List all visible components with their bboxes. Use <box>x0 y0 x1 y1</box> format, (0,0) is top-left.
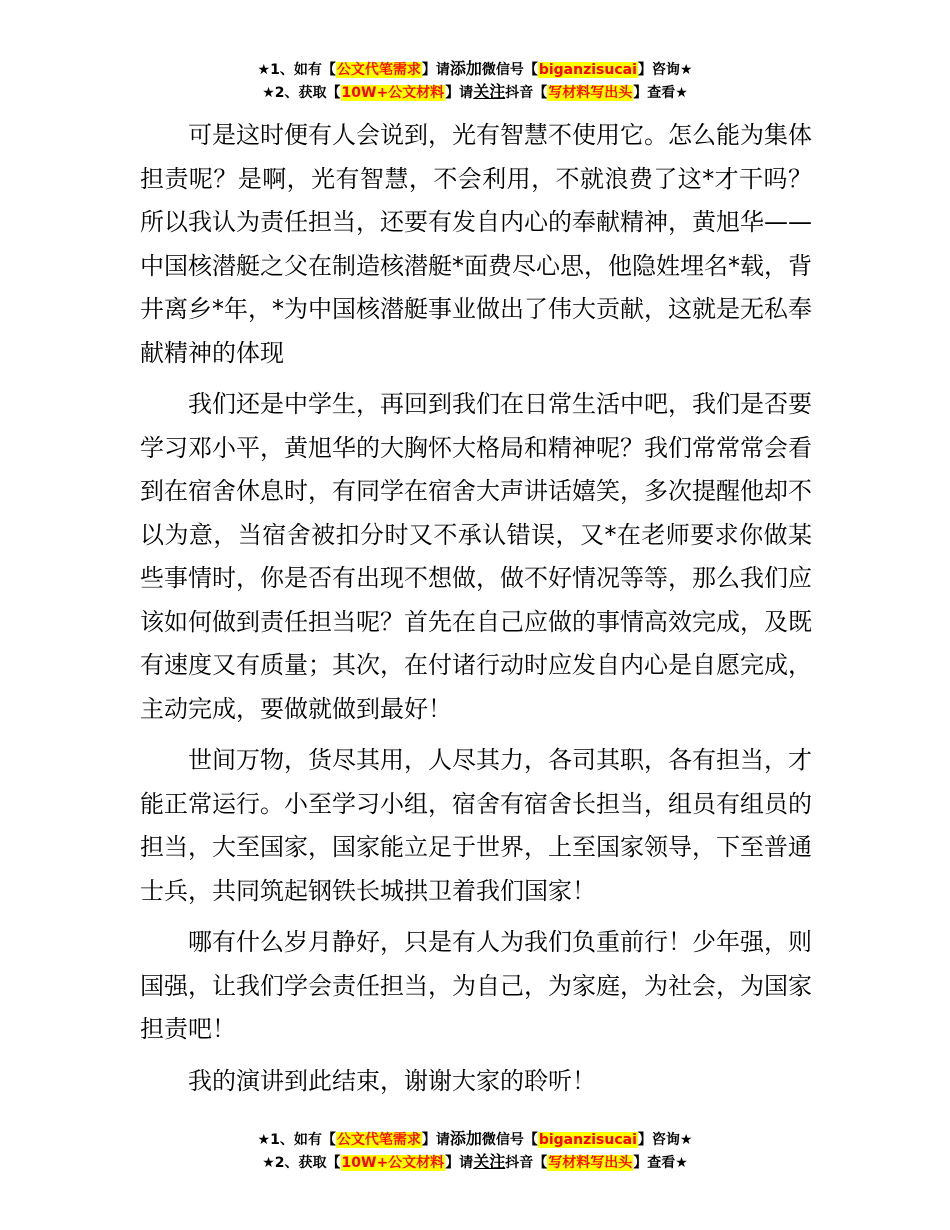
banner-text: ★1、如有【 <box>257 62 336 78</box>
banner-line-2 <box>0 81 950 104</box>
paragraph: 可是这时便有人会说到，光有智慧不使用它。怎么能为集体担责呢？是啊，光有智慧，不会利用，不就浪费了这*才干吗？所以我认为责任担当，还要有发自内心的奉献精神，黄旭华——中国核潜艇之父在制造核潜艇*面费尽心思，他隐姓埋名*载，背井离乡*年，*为中国核潜艇事业做出了伟大贡献，这就是无私奉献精神的体现 <box>140 121 812 367</box>
banner-text: ★2、获取【 <box>262 1155 341 1171</box>
banner-text: 微信号【 <box>481 1132 538 1148</box>
material-highlight: 10W+公文材料 <box>341 1155 445 1171</box>
service-highlight: 公文代笔需求 <box>336 1132 421 1148</box>
banner-emphasis: 添加 <box>449 1129 482 1148</box>
paragraph: 我们还是中学生，再回到我们在日常生活中吧，我们是否要学习邓小平，黄旭华的大胸怀大格局和精神呢？我们常常常会看到在宿舍休息时，有同学在宿舍大声讲话嬉笑，多次提醒他却不以为意，当宿舍被扣分时又不承认错误，又*在老师要求你做某些事情时，你是否有出现不想做，做不好情况等等，那么我们应该如何做到责任担当呢？首先在自己应做的事情高效完成，及既有速度又有质量；其次，在付诸行动时应发自内心是自愿完成，主动完成，要做就做到最好！ <box>140 390 812 723</box>
douyin-highlight: 写材料写出头 <box>548 85 633 101</box>
banner-text: 抖音【 <box>505 85 548 101</box>
banner-line-2 <box>0 1151 950 1174</box>
banner-text: 微信号【 <box>481 62 538 78</box>
banner-text: 】请 <box>445 1155 474 1171</box>
banner-line-1 <box>0 1128 950 1151</box>
banner-text: 】咨询★ <box>637 62 693 78</box>
banner-text: 】咨询★ <box>637 1132 693 1148</box>
banner-emphasis: 关注 <box>473 1152 506 1171</box>
banner-text: ★1、如有【 <box>257 1132 336 1148</box>
material-highlight: 10W+公文材料 <box>341 85 445 101</box>
banner-text: 】请 <box>445 85 474 101</box>
banner-text: 】查看★ <box>633 85 688 101</box>
wechat-id-highlight: biganzisucai <box>538 1132 637 1148</box>
footer-banner <box>0 1128 950 1174</box>
banner-text: ★2、获取【 <box>262 85 341 101</box>
douyin-highlight: 写材料写出头 <box>548 1155 633 1171</box>
banner-text: 】请 <box>421 62 450 78</box>
header-banner <box>0 58 950 104</box>
banner-text: 抖音【 <box>505 1155 548 1171</box>
banner-line-1 <box>0 58 950 81</box>
banner-text: 】查看★ <box>633 1155 688 1171</box>
wechat-id-highlight: biganzisucai <box>538 62 637 78</box>
service-highlight: 公文代笔需求 <box>336 62 421 78</box>
banner-emphasis: 添加 <box>449 59 482 78</box>
banner-text: 】请 <box>421 1132 450 1148</box>
document-body <box>140 114 812 1111</box>
paragraph: 世间万物，货尽其用，人尽其力，各司其职，各有担当，才能正常运行。小至学习小组，宿舍有宿舍长担当，组员有组员的担当，大至国家，国家能立足于世界，上至国家领导，下至普通士兵，共同筑起钢铁长城拱卫着我们国家！ <box>140 746 812 905</box>
paragraph: 我的演讲到此结束，谢谢大家的聆听！ <box>188 1066 596 1095</box>
banner-emphasis: 关注 <box>473 82 506 101</box>
paragraph: 哪有什么岁月静好，只是有人为我们负重前行！少年强，则国强，让我们学会责任担当，为自己，为家庭，为社会，为国家担责吧！ <box>140 928 812 1043</box>
